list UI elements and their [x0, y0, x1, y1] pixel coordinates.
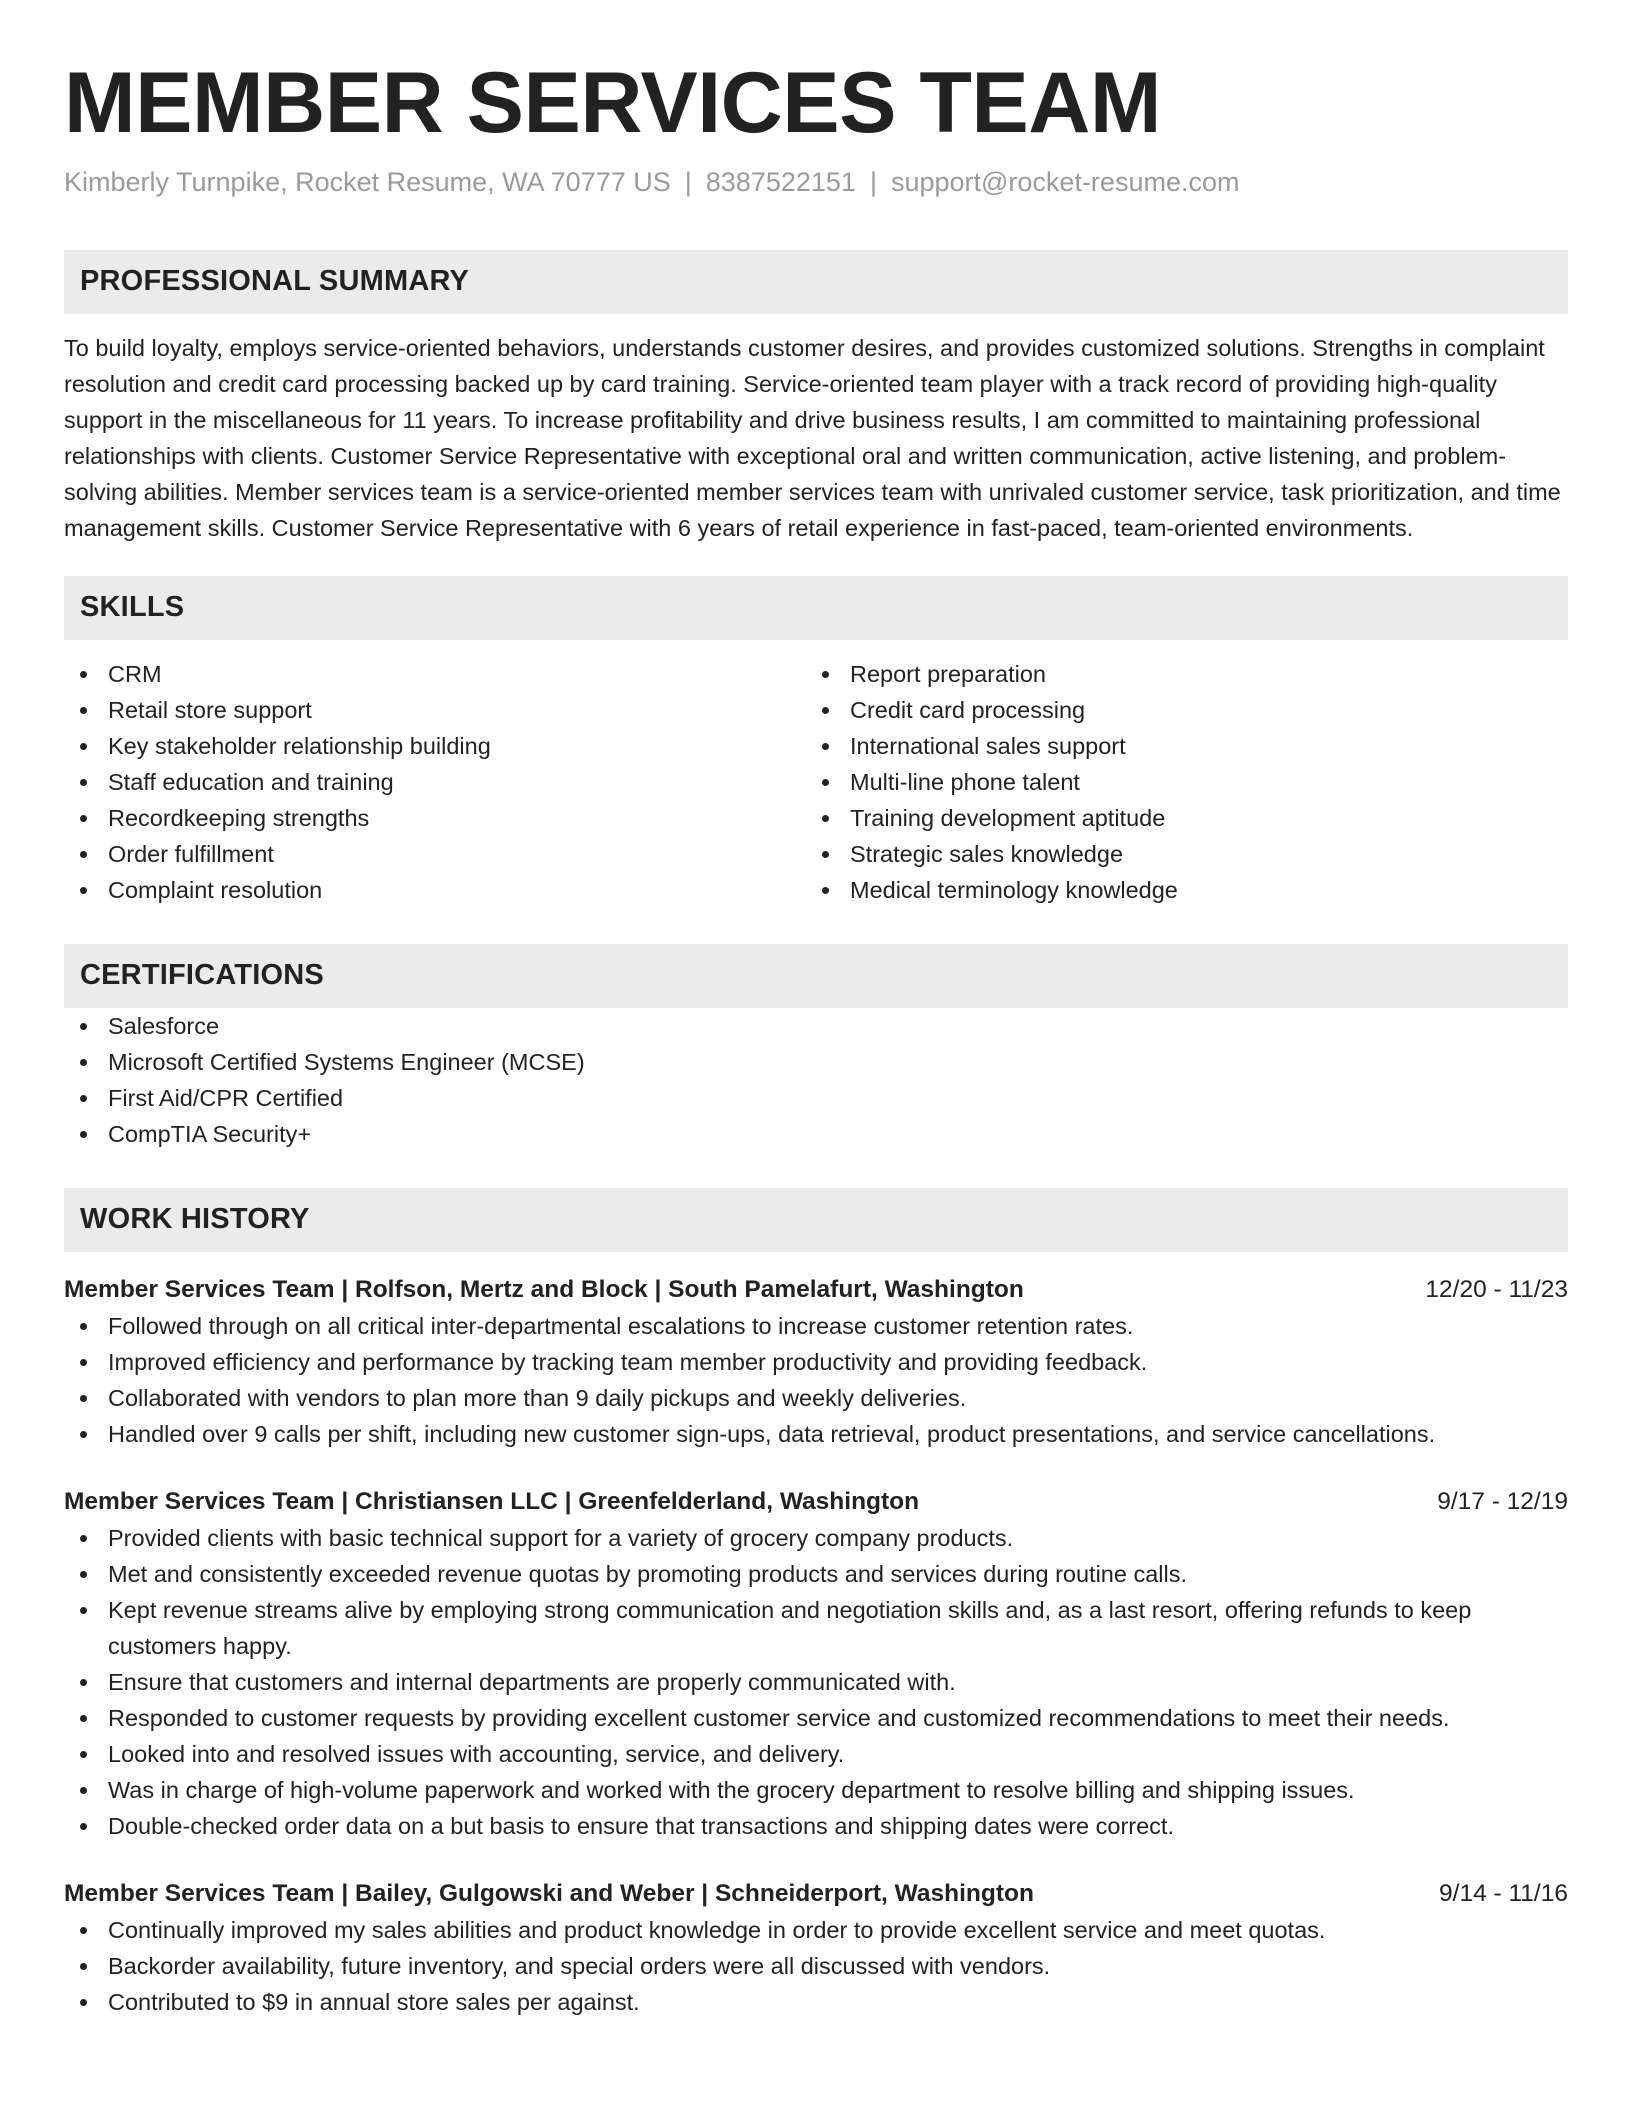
job-bullet: Backorder availability, future inventory, and special orders were all discussed with vendors. [64, 1948, 1568, 1984]
summary-text: To build loyalty, employs service-oriented behaviors, understands customer desires, and provides customized solutions. Strengths in complaint resolution and credit card processing backed up by card training. Service-oriented team player with a track record of providing high-quality support in the miscellaneous for 11 years. To increase profitability and drive business results, I am committed to maintaining professional relationships with clients. Customer Service Representative with exceptional oral and written communication, active listening, and problem-solving abilities. Member services team is a service-oriented member services team with unrivaled customer service, task prioritization, and time management skills. Customer Service Representative with 6 years of retail experience in fast-paced, team-oriented environments. [64, 334, 1561, 541]
skills-list-right [806, 656, 1548, 908]
job-dates: 9/17 - 12/19 [1437, 1487, 1568, 1515]
skill-item: Complaint resolution [64, 872, 806, 908]
certification-item: First Aid/CPR Certified [64, 1080, 1568, 1116]
job-bullets [64, 1308, 1568, 1452]
contact-email: support@rocket-resume.com [890, 166, 1240, 197]
job-dates: 9/14 - 11/16 [1439, 1879, 1568, 1907]
job-bullet: Contributed to $9 in annual store sales per against. [64, 1984, 1568, 2020]
job-bullet: Handled over 9 calls per shift, including new customer sign-ups, data retrieval, product presentations, and service cancellations. [64, 1416, 1568, 1452]
job-title: Member Services Team | Rolfson, Mertz and Block | South Pamelafurt, Washington [64, 1275, 1024, 1303]
certifications-list [64, 1008, 1568, 1152]
job-entry [64, 1876, 1568, 2020]
job-bullet: Followed through on all critical inter-departmental escalations to increase customer retention rates. [64, 1308, 1568, 1344]
skill-item: Order fulfillment [64, 836, 806, 872]
job-bullet: Met and consistently exceeded revenue quotas by promoting products and services during routine calls. [64, 1556, 1568, 1592]
skills-column-right [806, 656, 1548, 908]
job-bullet: Looked into and resolved issues with accounting, service, and delivery. [64, 1736, 1568, 1772]
contact-address: Kimberly Turnpike, Rocket Resume, WA 70777 US [64, 166, 671, 197]
skill-item: Credit card processing [806, 692, 1548, 728]
skill-item: Report preparation [806, 656, 1548, 692]
skill-item: Key stakeholder relationship building [64, 728, 806, 764]
job-bullet: Responded to customer requests by providing excellent customer service and customized recommendations to meet their needs. [64, 1700, 1568, 1736]
skills-columns [64, 656, 1568, 908]
skills-list-left [64, 656, 806, 908]
job-header [64, 1272, 1568, 1308]
job-entry [64, 1272, 1568, 1452]
job-bullet: Provided clients with basic technical support for a variety of grocery company products. [64, 1520, 1568, 1556]
section-header-skills: SKILLS [64, 576, 1568, 640]
contact-line [64, 165, 1568, 200]
job-title: Member Services Team | Bailey, Gulgowski and Weber | Schneiderport, Washington [64, 1879, 1034, 1907]
skill-item: Strategic sales knowledge [806, 836, 1548, 872]
skill-item: Staff education and training [64, 764, 806, 800]
job-header [64, 1484, 1568, 1520]
skill-item: International sales support [806, 728, 1548, 764]
certification-item: CompTIA Security+ [64, 1116, 1568, 1152]
skill-item: Multi-line phone talent [806, 764, 1548, 800]
skill-item: CRM [64, 656, 806, 692]
skill-item: Recordkeeping strengths [64, 800, 806, 836]
certification-item: Microsoft Certified Systems Engineer (MCSE) [64, 1044, 1568, 1080]
job-title: Member Services Team | Christiansen LLC | Greenfelderland, Washington [64, 1487, 920, 1515]
skill-item: Retail store support [64, 692, 806, 728]
job-bullet: Was in charge of high-volume paperwork and worked with the grocery department to resolve billing and shipping issues. [64, 1772, 1568, 1808]
contact-separator: | [869, 166, 877, 197]
contact-separator: | [684, 166, 692, 197]
job-dates: 12/20 - 11/23 [1425, 1275, 1568, 1303]
job-bullet: Continually improved my sales abilities and product knowledge in order to provide excellent service and meet quotas. [64, 1912, 1568, 1948]
skill-item: Medical terminology knowledge [806, 872, 1548, 908]
certification-item: Salesforce [64, 1008, 1568, 1044]
skills-column-left [64, 656, 806, 908]
job-bullets [64, 1520, 1568, 1844]
section-header-work-history: WORK HISTORY [64, 1188, 1568, 1252]
section-header-certifications: CERTIFICATIONS [64, 944, 1568, 1008]
section-header-summary: PROFESSIONAL SUMMARY [64, 250, 1568, 314]
job-bullet: Improved efficiency and performance by tracking team member productivity and providing feedback. [64, 1344, 1568, 1380]
candidate-name: MEMBER SERVICES TEAM [64, 55, 1161, 151]
job-bullet: Ensure that customers and internal departments are properly communicated with. [64, 1664, 1568, 1700]
contact-phone: 8387522151 [705, 166, 856, 197]
job-bullet: Kept revenue streams alive by employing strong communication and negotiation skills and, as a last resort, offering refunds to keep customers happy. [64, 1592, 1568, 1664]
job-bullet: Collaborated with vendors to plan more than 9 daily pickups and weekly deliveries. [64, 1380, 1568, 1416]
job-bullets [64, 1912, 1568, 2020]
skill-item: Training development aptitude [806, 800, 1548, 836]
job-entry [64, 1484, 1568, 1844]
job-header [64, 1876, 1568, 1912]
job-bullet: Double-checked order data on a but basis to ensure that transactions and shipping dates were correct. [64, 1808, 1568, 1844]
